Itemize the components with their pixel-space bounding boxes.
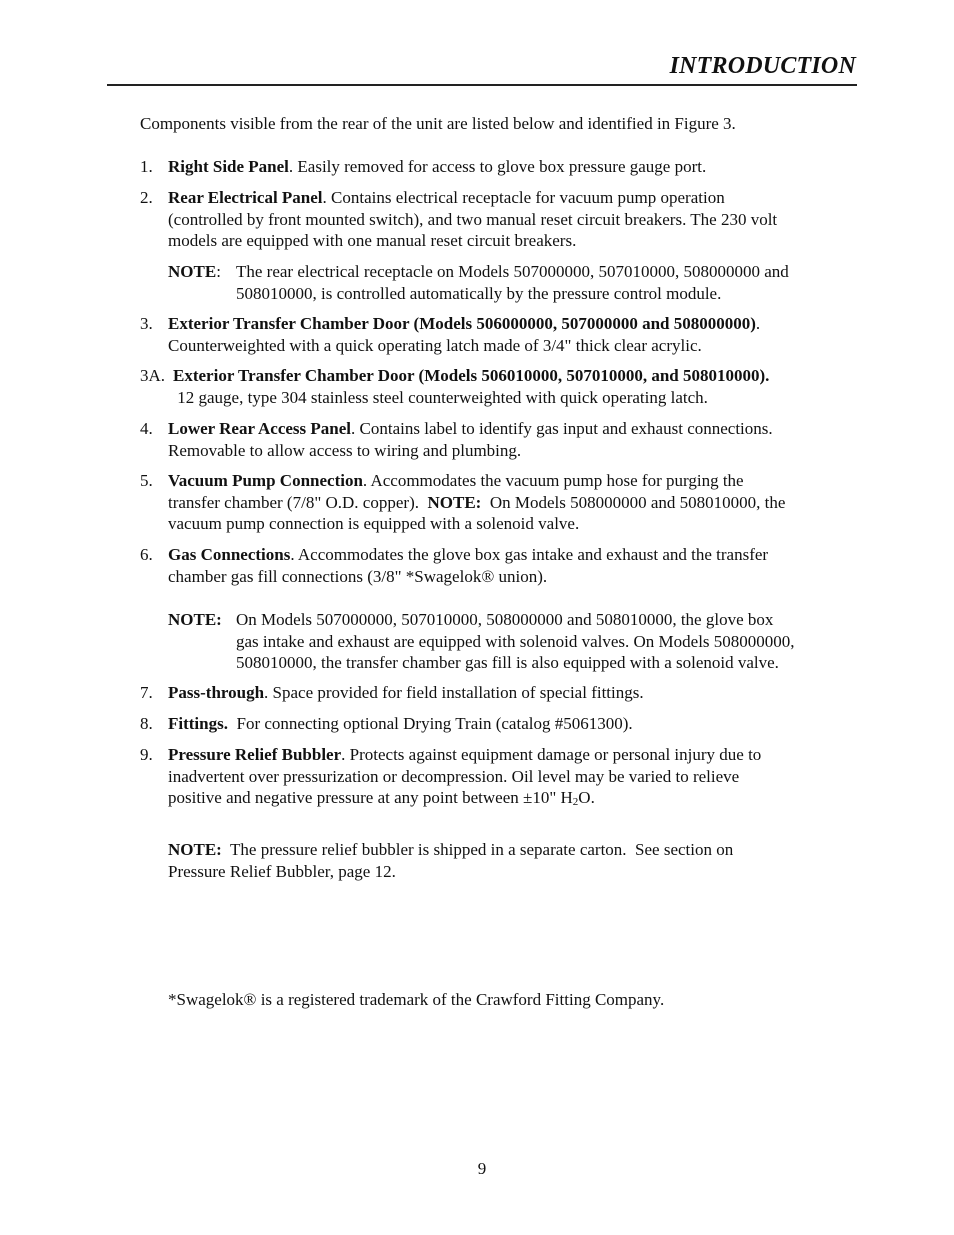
item-title: Vacuum Pump Connection	[168, 471, 363, 490]
item-number: 9.	[140, 745, 153, 764]
item-number: 5.	[140, 471, 153, 490]
page-number: 9	[477, 1159, 487, 1178]
item-title: Exterior Transfer Chamber Door (Models 506000000, 507000000 and 508000000)	[168, 314, 756, 333]
item-number: 2.	[140, 188, 153, 207]
subscript: 2	[572, 796, 579, 809]
item-number: 4.	[140, 419, 153, 438]
trademark-footnote: *Swagelok® is a registered trademark of the Crawford Fitting Company.	[168, 990, 665, 1009]
item-title: Exterior Transfer Chamber Door (Models 506010000, 507010000, and 508010000).	[173, 366, 770, 385]
item-title: Pressure Relief Bubbler	[168, 745, 342, 764]
item-title: Gas Connections	[168, 545, 291, 564]
item-number: 6.	[140, 545, 153, 564]
item-title: Right Side Panel	[168, 157, 289, 176]
item-number: 7.	[140, 683, 153, 702]
header-rule	[107, 84, 857, 86]
note-label: NOTE:	[168, 840, 222, 859]
item-title: Rear Electrical Panel	[168, 188, 323, 207]
item-number: 8.	[140, 714, 153, 733]
item-title: Fittings.	[168, 714, 228, 733]
intro-paragraph: Components visible from the rear of the unit are listed below and identified in Figure 3.	[140, 114, 736, 133]
item-number: 3.	[140, 314, 153, 333]
note-bubbler: NOTE: The pressure relief bubbler is shipped in a separate carton. See section on Pressure Relief Bubbler, page 12.	[168, 840, 734, 881]
inline-note-label: NOTE:	[427, 492, 482, 512]
item-title: Lower Rear Access Panel	[168, 419, 352, 438]
item-number: 1.	[140, 157, 153, 176]
note-label: NOTE	[168, 262, 217, 281]
section-title: INTRODUCTION	[669, 53, 856, 79]
note-label: NOTE:	[168, 610, 222, 629]
item-number: 3A.	[140, 366, 166, 385]
item-title: Pass-through	[168, 683, 265, 702]
